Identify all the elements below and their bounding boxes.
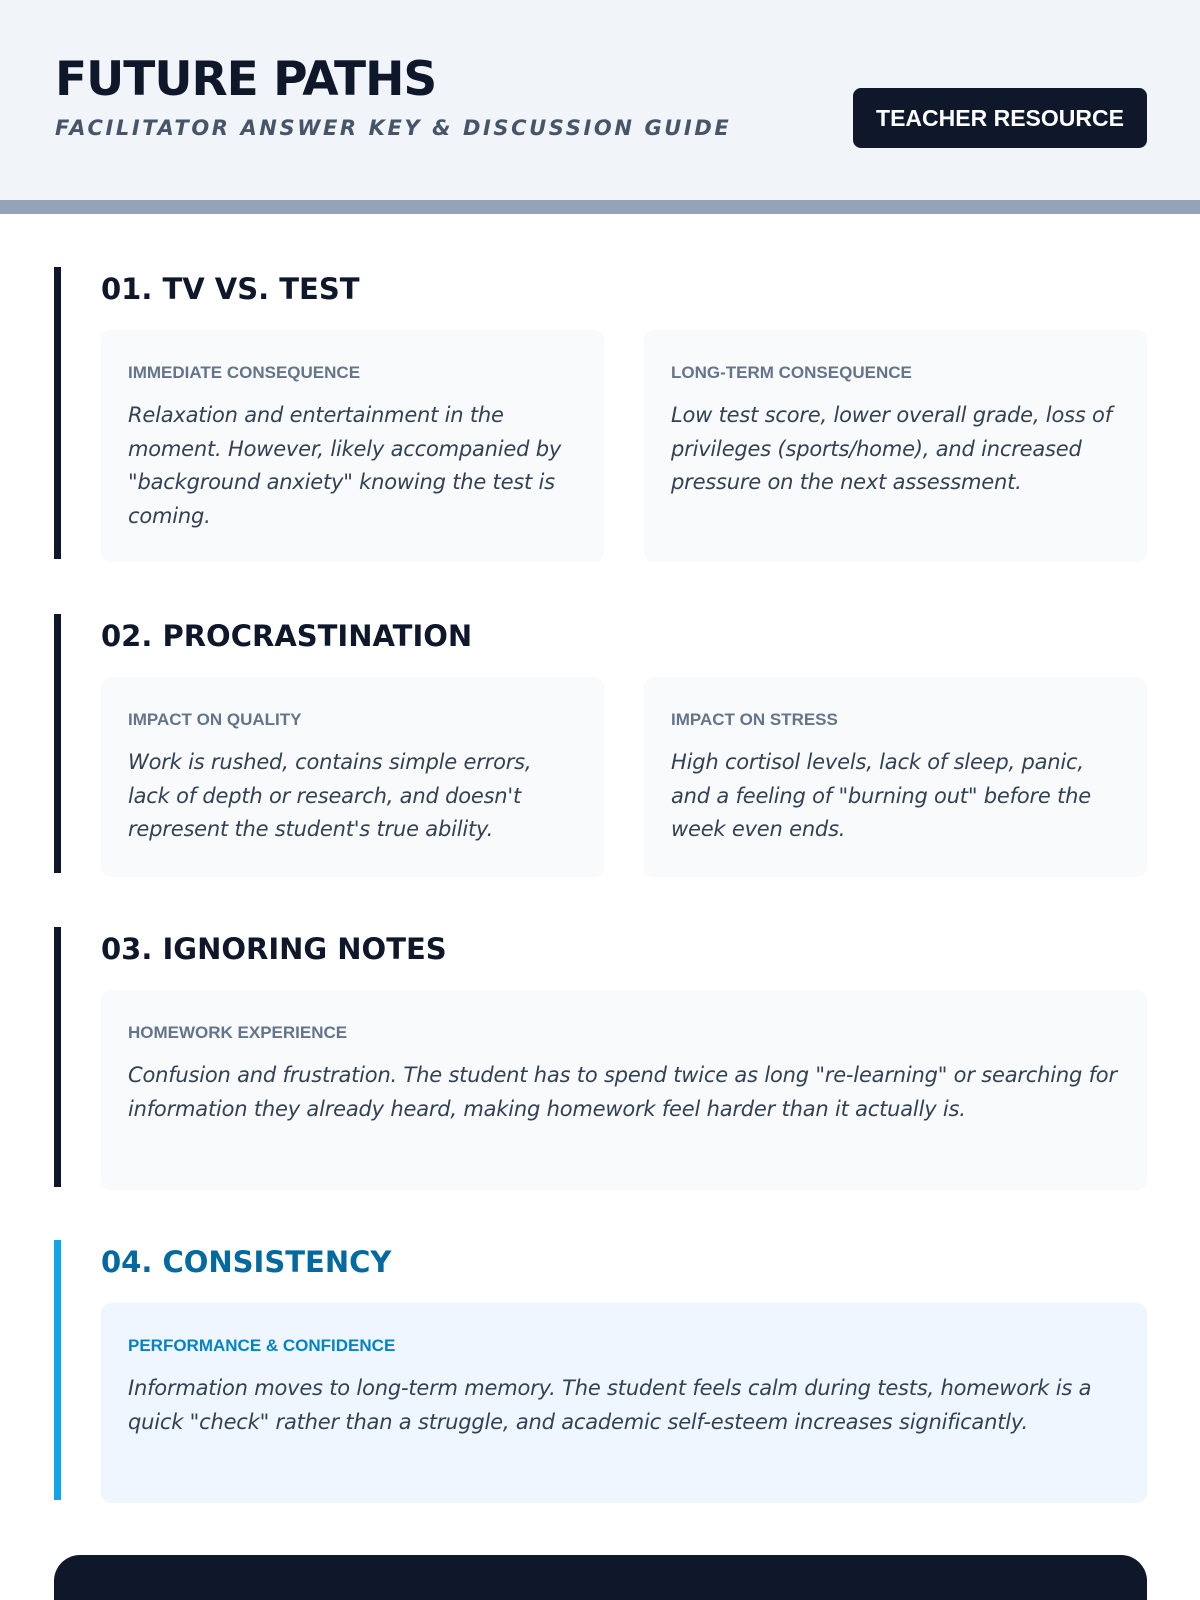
card-impact-on-quality [101, 677, 604, 877]
page-subtitle: FACILITATOR ANSWER KEY & DISCUSSION GUIDE [55, 116, 732, 140]
card-long-term-consequence [644, 330, 1147, 562]
footer-panel [54, 1555, 1147, 1600]
card-row [101, 677, 1147, 877]
teacher-resource-badge: TEACHER RESOURCE [853, 88, 1147, 148]
card-label: IMMEDIATE CONSEQUENCE [128, 363, 361, 382]
card-text: Relaxation and entertainment in the moment. However, likely accompanied by "background anxiety" knowing the test is coming. [128, 403, 562, 528]
card-label: PERFORMANCE & CONFIDENCE [128, 1336, 396, 1355]
card-row [101, 330, 1147, 562]
section-title: 03. IGNORING NOTES [101, 932, 447, 966]
card-row [101, 1303, 1147, 1503]
card-label: HOMEWORK EXPERIENCE [128, 1023, 348, 1042]
card-label: IMPACT ON STRESS [671, 710, 838, 729]
section-ignoring-notes [54, 927, 1147, 1187]
card-row [101, 990, 1147, 1190]
section-title: 01. TV VS. TEST [101, 272, 360, 306]
card-impact-on-stress [644, 677, 1147, 877]
section-procrastination [54, 614, 1147, 873]
section-title: 02. PROCRASTINATION [101, 619, 473, 653]
section-tv-vs-test [54, 267, 1147, 559]
card-text: Information moves to long-term memory. The student feels calm during tests, homework is a quick "check" rather than a struggle, and academic self-esteem increases significantly. [128, 1376, 1092, 1434]
section-title: 04. CONSISTENCY [101, 1245, 392, 1279]
header-divider [0, 200, 1200, 214]
card-label: LONG-TERM CONSEQUENCE [671, 363, 912, 382]
card-text: Confusion and frustration. The student has to spend twice as long "re-learning" or searching for information they already heard, making homework feel harder than it actually is. [128, 1063, 1117, 1121]
card-homework-experience [101, 990, 1147, 1190]
header [0, 0, 1200, 200]
card-text: Work is rushed, contains simple errors, lack of depth or research, and doesn't represent the student's true ability. [128, 750, 532, 841]
section-consistency [54, 1240, 1147, 1500]
card-text: High cortisol levels, lack of sleep, panic, and a feeling of "burning out" before the week even ends. [671, 750, 1091, 841]
page-title: FUTURE PATHS [55, 52, 437, 107]
card-text: Low test score, lower overall grade, loss of privileges (sports/home), and increased pressure on the next assessment. [671, 403, 1112, 494]
card-performance-confidence [101, 1303, 1147, 1503]
card-immediate-consequence [101, 330, 604, 562]
card-label: IMPACT ON QUALITY [128, 710, 302, 729]
